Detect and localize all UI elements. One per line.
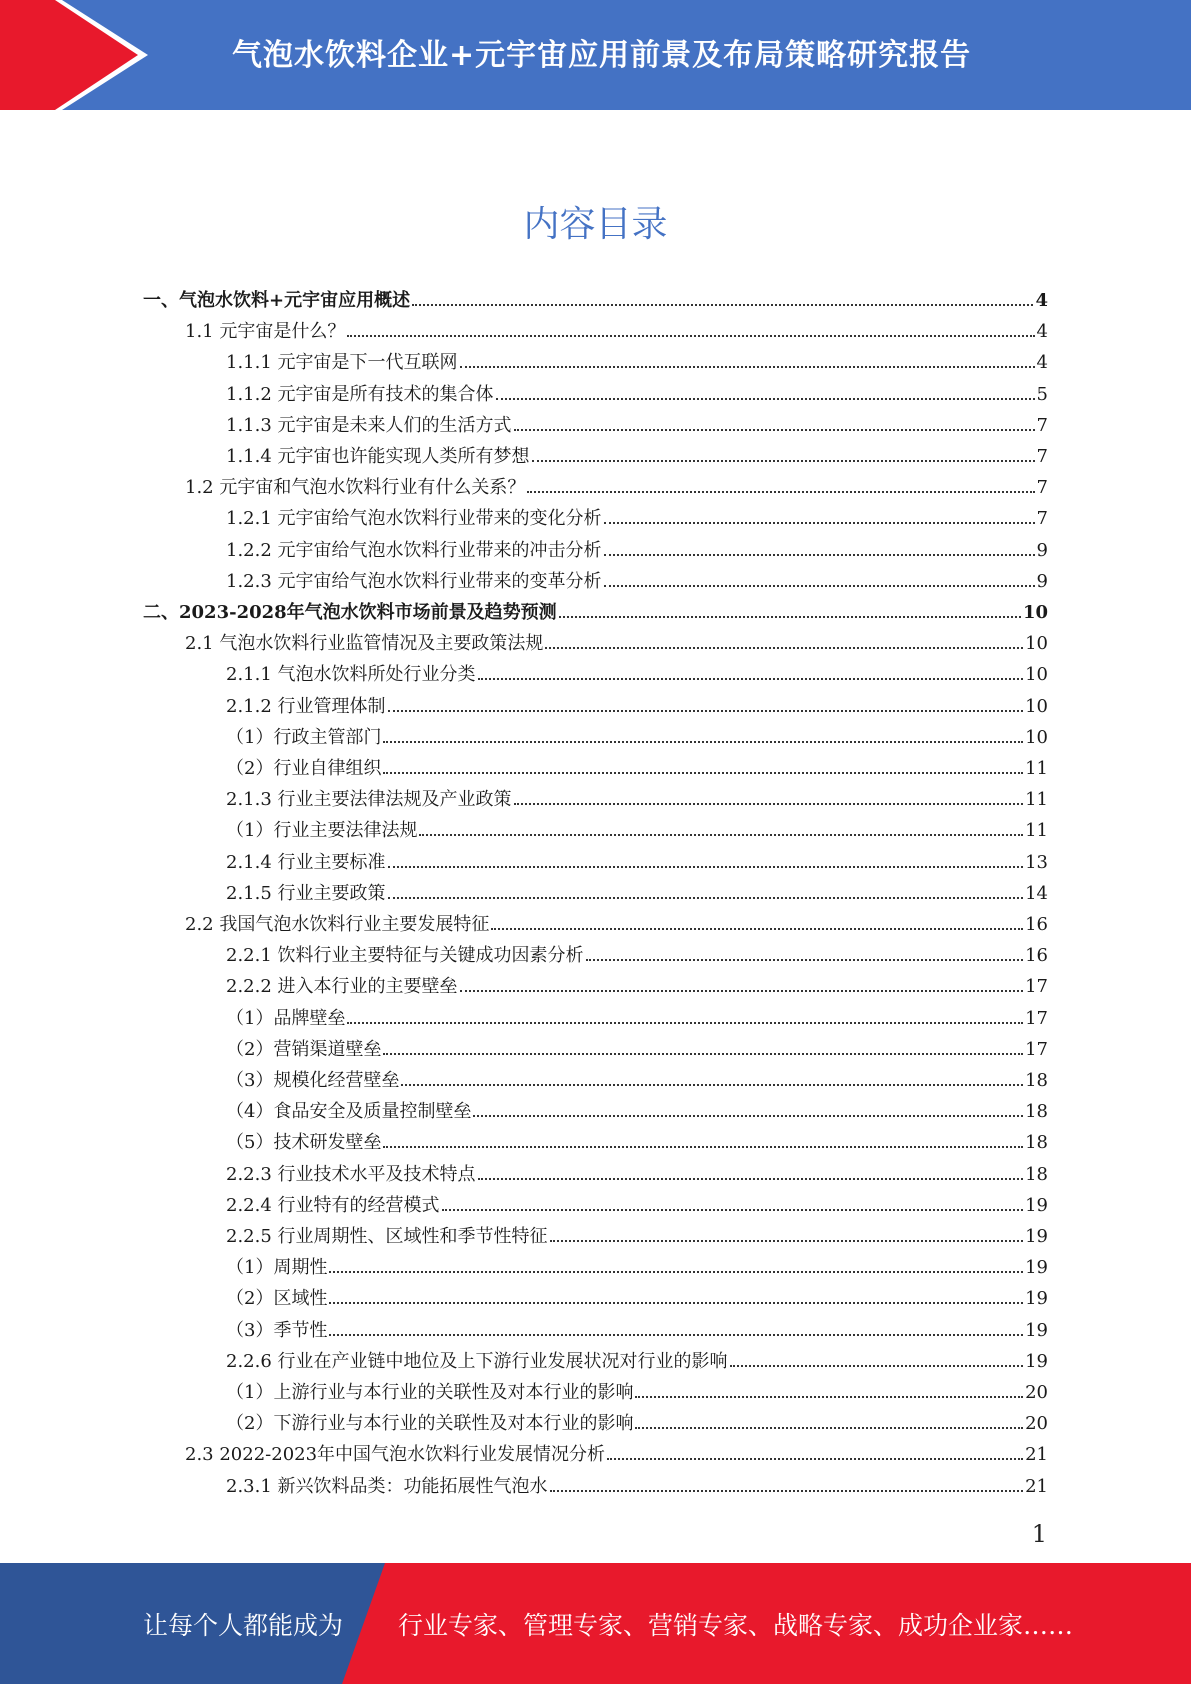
toc-entry[interactable] <box>226 1252 1048 1283</box>
toc-entry-page: 11 <box>1025 758 1048 779</box>
toc-entry-page: 18 <box>1025 1132 1048 1154</box>
toc-entry-label: 2.2 我国气泡水饮料行业主要发展特征 <box>185 914 490 935</box>
toc-entry-label: 1.2.2 元宇宙给气泡水饮料行业带来的冲击分析 <box>226 539 602 561</box>
toc-entry[interactable] <box>226 753 1048 784</box>
header-bar <box>0 0 1191 110</box>
toc-entry-label: 1.2 元宇宙和气泡水饮料行业有什么关系？ <box>185 477 526 499</box>
toc-dot-leader <box>527 491 1034 493</box>
toc-entry-page: 21 <box>1025 1444 1048 1466</box>
toc-dot-leader <box>559 616 1021 618</box>
toc-entry-page: 11 <box>1025 789 1048 811</box>
toc-entry[interactable] <box>185 909 1048 940</box>
toc-entry-label: 2.1.4 行业主要标准 <box>226 851 386 873</box>
toc-entry[interactable] <box>226 441 1048 472</box>
toc-title: 内容目录 <box>523 204 668 245</box>
toc-entry-page: 19 <box>1025 1319 1048 1341</box>
toc-entry-label: 1.2.1 元宇宙给气泡水饮料行业带来的变化分析 <box>226 508 602 530</box>
toc-entry-page: 21 <box>1025 1475 1048 1497</box>
toc-dot-leader <box>442 1209 1024 1211</box>
toc-entry[interactable] <box>226 1003 1048 1034</box>
toc-entry-label: （1）上游行业与本行业的关联性及对本行业的影响 <box>226 1382 634 1403</box>
toc-dot-leader <box>473 1115 1023 1117</box>
toc-entry-page: 17 <box>1025 976 1048 998</box>
toc-entry-label: （5）技术研发壁垒 <box>226 1132 382 1154</box>
toc-entry-label: 2.2.1 饮料行业主要特征与关键成功因素分析 <box>226 945 584 967</box>
toc-entry[interactable] <box>226 878 1048 909</box>
toc-entry[interactable] <box>226 815 1048 846</box>
toc-entry[interactable] <box>226 784 1048 815</box>
toc-entry-label: （2）营销渠道壁垒 <box>226 1038 382 1060</box>
toc-entry-page: 18 <box>1025 1101 1048 1123</box>
toc-entry-page: 11 <box>1025 820 1048 842</box>
toc-entry-label: 2.1.5 行业主要政策 <box>226 882 386 904</box>
toc-entry-page: 7 <box>1036 414 1048 436</box>
toc-entry-page: 13 <box>1025 851 1048 873</box>
toc-entry[interactable] <box>185 472 1048 503</box>
toc-entry-label: 1.1.4 元宇宙也许能实现人类所有梦想 <box>226 446 530 467</box>
toc-entry-label: （3）规模化经营壁垒 <box>226 1070 400 1091</box>
toc-entry-page: 7 <box>1036 477 1048 499</box>
toc-entry[interactable] <box>185 1439 1048 1470</box>
toc-entry[interactable] <box>226 1190 1048 1221</box>
toc-entry-page: 10 <box>1025 695 1048 717</box>
toc-entry-label: 2.3 2022-2023年中国气泡水饮料行业发展情况分析 <box>185 1444 606 1466</box>
toc-dot-leader <box>550 1240 1024 1242</box>
toc-entry-label: 2.1.3 行业主要法律法规及产业政策 <box>226 789 512 811</box>
toc-dot-leader <box>401 1084 1023 1086</box>
toc-entry-label: 2.3.1 新兴饮料品类：功能拓展性气泡水 <box>226 1475 548 1497</box>
toc-entry-label: （1）行政主管部门 <box>226 726 382 748</box>
toc-entry[interactable] <box>226 347 1048 378</box>
toc-entry[interactable] <box>226 566 1048 597</box>
toc-entry-label: （2）区域性 <box>226 1288 328 1310</box>
toc-dot-leader <box>329 1334 1023 1336</box>
toc-dot-leader <box>419 834 1023 836</box>
toc-entry-page: 16 <box>1025 914 1048 935</box>
toc-entry-page: 19 <box>1025 1194 1048 1216</box>
toc-entry[interactable] <box>143 285 1048 316</box>
toc-entry[interactable] <box>226 722 1048 753</box>
toc-entry-label: 一、气泡水饮料+元宇宙应用概述 <box>143 290 411 311</box>
toc-entry-page: 7 <box>1036 446 1048 467</box>
toc-entry[interactable] <box>226 1315 1048 1346</box>
toc-entry[interactable] <box>226 1127 1048 1158</box>
toc-entry-label: （3）季节性 <box>226 1319 328 1341</box>
toc-entry-page: 4 <box>1036 321 1048 343</box>
toc-entry-page: 19 <box>1025 1226 1048 1247</box>
toc-dot-leader <box>460 366 1035 368</box>
toc-dot-leader <box>347 335 1034 337</box>
toc-entry-page: 19 <box>1025 1288 1048 1310</box>
toc-entry-page: 19 <box>1025 1350 1048 1372</box>
toc-entry-label: 2.1 气泡水饮料行业监管情况及主要政策法规 <box>185 633 544 655</box>
toc-dot-leader <box>383 1053 1023 1055</box>
toc-entry[interactable] <box>226 971 1048 1002</box>
toc-entry[interactable] <box>226 1034 1048 1065</box>
toc-entry-page: 18 <box>1025 1070 1048 1091</box>
toc-entry-label: 2.2.4 行业特有的经营模式 <box>226 1194 440 1216</box>
toc-dot-leader <box>412 304 1033 306</box>
toc-dot-leader <box>383 1146 1023 1148</box>
toc-dot-leader <box>347 1022 1023 1024</box>
toc-entry-page: 17 <box>1025 1038 1048 1060</box>
toc-entry[interactable] <box>226 1346 1048 1377</box>
toc-entry-label: 2.2.6 行业在产业链中地位及上下游行业发展状况对行业的影响 <box>226 1350 728 1372</box>
toc-entry-label: （2）行业自律组织 <box>226 758 382 779</box>
toc-entry-page: 16 <box>1025 945 1048 967</box>
footer-banner <box>0 1563 1191 1684</box>
toc-dot-leader <box>383 772 1023 774</box>
toc-dot-leader <box>635 1427 1023 1429</box>
toc-entry-label: 1.1.2 元宇宙是所有技术的集合体 <box>226 383 494 405</box>
toc-entry-page: 20 <box>1025 1382 1048 1403</box>
toc-dot-leader <box>532 460 1035 462</box>
toc-dot-leader <box>604 554 1035 556</box>
toc-entry[interactable] <box>185 628 1048 659</box>
toc-dot-leader <box>478 678 1024 680</box>
toc-entry[interactable] <box>226 1159 1048 1190</box>
toc-entry-label: 2.2.3 行业技术水平及技术特点 <box>226 1163 476 1185</box>
toc-entry[interactable] <box>226 379 1048 410</box>
toc-entry-label: 1.1.3 元宇宙是未来人们的生活方式 <box>226 414 512 436</box>
toc-dot-leader <box>388 866 1024 868</box>
toc-entry-page: 14 <box>1025 882 1048 904</box>
toc-dot-leader <box>586 959 1024 961</box>
toc-entry-page: 10 <box>1025 633 1048 655</box>
toc-dot-leader <box>388 710 1024 712</box>
toc-entry[interactable] <box>226 1065 1048 1096</box>
toc-entry-page: 10 <box>1025 664 1048 686</box>
toc-entry-label: （4）食品安全及质量控制壁垒 <box>226 1101 472 1123</box>
toc-entry[interactable] <box>226 1283 1048 1314</box>
toc-entry-page: 17 <box>1025 1007 1048 1029</box>
toc-entry-label: 2.2.5 行业周期性、区域性和季节性特征 <box>226 1226 548 1247</box>
toc-dot-leader <box>607 1458 1023 1460</box>
toc-dot-leader <box>329 1302 1023 1304</box>
toc-entry[interactable] <box>226 535 1048 566</box>
toc-entry-page: 18 <box>1025 1163 1048 1185</box>
toc-entry-label: 1.1.1 元宇宙是下一代互联网 <box>226 352 458 374</box>
toc-dot-leader <box>478 1178 1024 1180</box>
toc-entry-page: 9 <box>1036 570 1048 592</box>
toc-entry-label: 1.2.3 元宇宙给气泡水饮料行业带来的变革分析 <box>226 570 602 592</box>
toc-entry-page: 4 <box>1036 352 1048 374</box>
toc-dot-leader <box>550 1490 1024 1492</box>
toc-entry-page: 5 <box>1036 383 1048 405</box>
toc-entry[interactable] <box>226 847 1048 878</box>
toc-dot-leader <box>635 1396 1023 1398</box>
toc-dot-leader <box>329 1271 1023 1273</box>
toc-entry[interactable] <box>226 1408 1048 1439</box>
toc-entry[interactable] <box>226 1221 1048 1252</box>
toc-entry-label: （1）品牌壁垒 <box>226 1007 346 1029</box>
toc-entry-page: 19 <box>1025 1257 1048 1279</box>
toc-dot-leader <box>604 522 1035 524</box>
toc-entry-label: （1）周期性 <box>226 1257 328 1279</box>
toc-dot-leader <box>388 897 1024 899</box>
toc-entry-page: 20 <box>1025 1413 1048 1435</box>
toc-dot-leader <box>491 928 1023 930</box>
toc-entry-label: 1.1 元宇宙是什么？ <box>185 321 346 343</box>
footer-slogan: 让每个人都能成为 <box>143 1611 344 1640</box>
toc-entry-page: 4 <box>1035 290 1048 311</box>
toc-entry-label: 2.1.2 行业管理体制 <box>226 695 386 717</box>
toc-entry[interactable] <box>226 1471 1048 1502</box>
toc-entry[interactable] <box>226 940 1048 971</box>
toc-dot-leader <box>514 803 1024 805</box>
header-red-arrow-shape <box>0 0 160 110</box>
toc-entry[interactable] <box>226 1096 1048 1127</box>
toc-dot-leader <box>604 585 1035 587</box>
page-number: 1 <box>1031 1520 1047 1548</box>
toc-dot-leader <box>383 741 1023 743</box>
toc-entry-page: 7 <box>1036 508 1048 530</box>
toc-entry[interactable] <box>185 316 1048 347</box>
toc-entry[interactable] <box>226 503 1048 534</box>
toc-entry-label: 2.2.2 进入本行业的主要壁垒 <box>226 976 458 998</box>
toc-dot-leader <box>730 1365 1024 1367</box>
toc-dot-leader <box>460 990 1024 992</box>
toc-entry[interactable] <box>143 597 1048 628</box>
toc-entry-label: 二、2023-2028年气泡水饮料市场前景及趋势预测 <box>143 602 557 623</box>
toc-entry-page: 10 <box>1025 726 1048 748</box>
toc-entry-label: 2.1.1 气泡水饮料所处行业分类 <box>226 664 476 686</box>
toc-entry-page: 9 <box>1036 539 1048 561</box>
footer-expert-list: 行业专家、管理专家、营销专家、战略专家、成功企业家…… <box>398 1611 1074 1640</box>
toc-dot-leader <box>496 398 1035 400</box>
toc-entry[interactable] <box>226 410 1048 441</box>
toc-entry[interactable] <box>226 691 1048 722</box>
toc-entry[interactable] <box>226 1377 1048 1408</box>
toc-dot-leader <box>545 647 1023 649</box>
toc-entry[interactable] <box>226 659 1048 690</box>
report-title: 气泡水饮料企业+元宇宙应用前景及布局策略研究报告 <box>232 38 972 73</box>
toc-entry-page: 10 <box>1022 602 1048 623</box>
toc-dot-leader <box>514 429 1035 431</box>
toc-entry-label: （2）下游行业与本行业的关联性及对本行业的影响 <box>226 1413 634 1435</box>
toc-entry-label: （1）行业主要法律法规 <box>226 820 418 842</box>
